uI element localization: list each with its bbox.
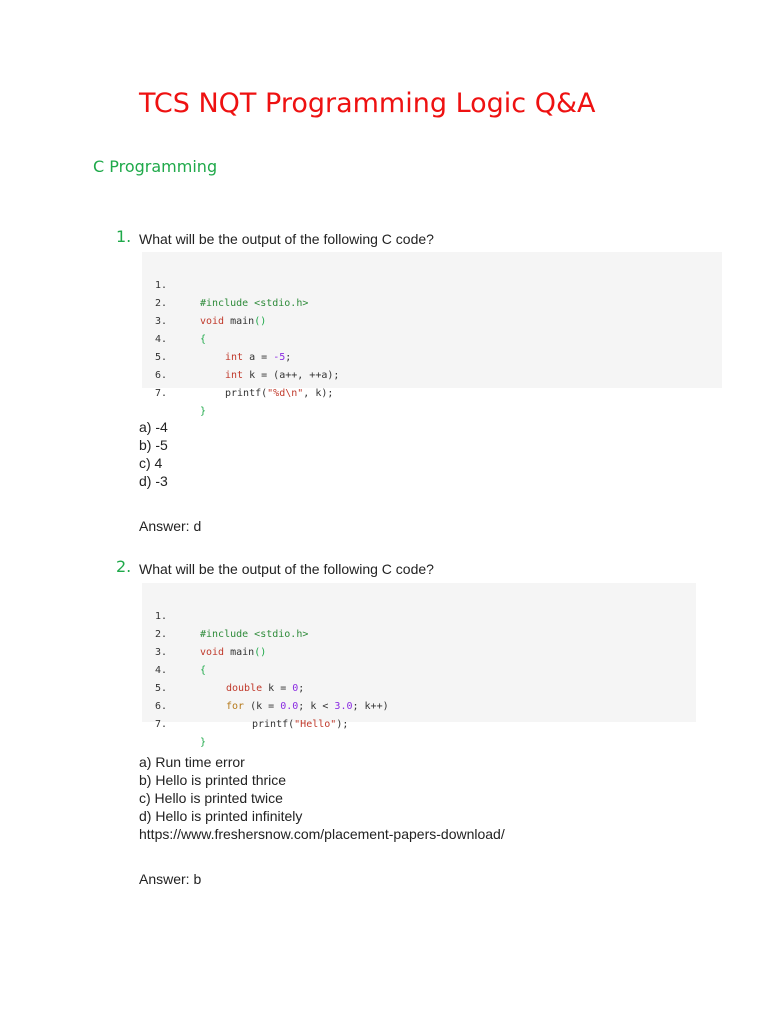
code-line xyxy=(142,626,207,676)
option: a) -4 xyxy=(139,419,168,435)
code-text: double k = 0; xyxy=(226,683,305,694)
code-text: } xyxy=(200,737,207,748)
answer: Answer: b xyxy=(139,871,202,887)
code-text: { xyxy=(200,334,207,345)
code-text: printf("%d\n", k); xyxy=(225,388,334,399)
line-number: 7. xyxy=(155,719,168,730)
section-heading: C Programming xyxy=(93,157,218,176)
option: b) Hello is printed thrice xyxy=(139,772,287,788)
question-text: What will be the output of the following C code? xyxy=(139,231,434,247)
code-line xyxy=(142,295,207,345)
line-number: 1. xyxy=(155,611,168,622)
options-list xyxy=(139,753,505,843)
line-number: 6. xyxy=(155,701,168,712)
line-number: 2. xyxy=(155,298,168,309)
line-number: 4. xyxy=(155,665,168,676)
line-number: 5. xyxy=(155,683,168,694)
code-text: int k = (a++, ++a); xyxy=(225,370,340,381)
answer: Answer: d xyxy=(139,518,202,534)
option: d) -3 xyxy=(139,473,168,489)
document-title: TCS NQT Programming Logic Q&A xyxy=(139,88,596,119)
code-line xyxy=(142,367,207,417)
question-number: 2. xyxy=(116,557,132,576)
code-text: printf("Hello"); xyxy=(252,719,349,730)
line-number: 5. xyxy=(155,352,168,363)
line-number: 4. xyxy=(155,334,168,345)
code-text: void main() xyxy=(200,647,267,658)
code-block xyxy=(142,583,696,748)
question-text: What will be the output of the following C code? xyxy=(139,561,434,577)
options-list xyxy=(139,418,168,490)
line-number: 3. xyxy=(155,316,168,327)
option: b) -5 xyxy=(139,437,168,453)
line-number: 6. xyxy=(155,370,168,381)
code-line xyxy=(142,259,309,309)
code-text: void main() xyxy=(200,316,267,327)
code-text: } xyxy=(200,406,207,417)
code-block xyxy=(142,252,722,417)
code-text: int a = -5; xyxy=(225,352,292,363)
code-line xyxy=(142,590,309,640)
line-number: 7. xyxy=(155,388,168,399)
option: c) 4 xyxy=(139,455,163,471)
line-number: 1. xyxy=(155,280,168,291)
option: d) Hello is printed infinitely xyxy=(139,808,303,824)
option: a) Run time error xyxy=(139,754,245,770)
line-number: 2. xyxy=(155,629,168,640)
code-text: #include <stdio.h> xyxy=(200,298,309,309)
code-text: for (k = 0.0; k < 3.0; k++) xyxy=(226,701,389,712)
code-text: { xyxy=(200,665,207,676)
option: c) Hello is printed twice xyxy=(139,790,283,806)
placement-papers-link[interactable]: https://www.freshersnow.com/placement-papers-download/ xyxy=(139,826,505,842)
line-number: 3. xyxy=(155,647,168,658)
code-line xyxy=(142,698,207,748)
code-text: #include <stdio.h> xyxy=(200,629,309,640)
question-number: 1. xyxy=(116,227,132,246)
